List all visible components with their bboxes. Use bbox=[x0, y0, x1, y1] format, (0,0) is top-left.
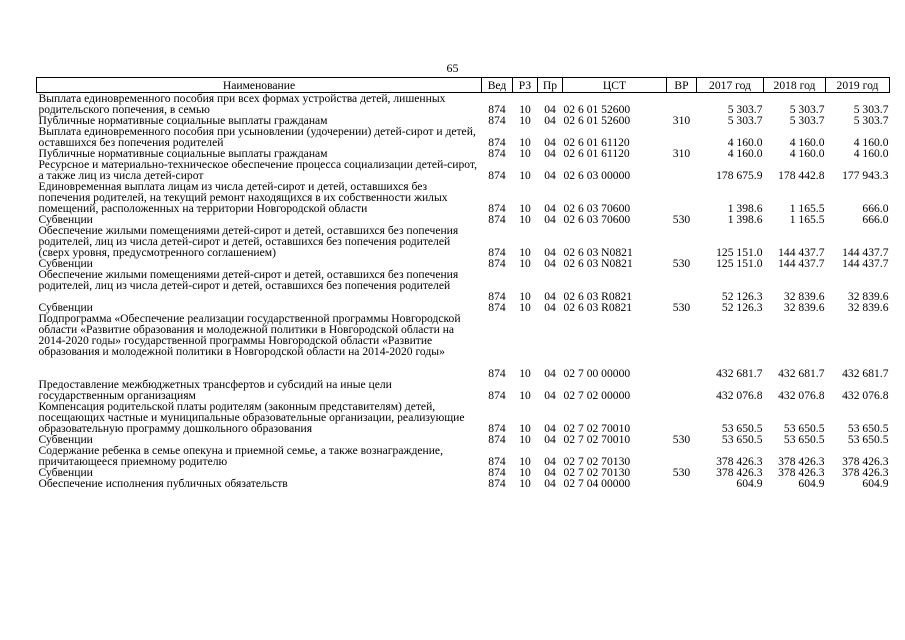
row-ved: 874 bbox=[488, 103, 506, 116]
row-vr: 530 bbox=[672, 466, 691, 479]
row-name: Обеспечение исполнения публичных обязательств bbox=[38, 477, 288, 490]
row-name: Субвенции bbox=[38, 466, 93, 479]
row-cst: 02 6 03 00000 bbox=[563, 169, 631, 182]
row-name: Выплата единовременного пособия при всех формах устройства детей, лишенных родительского попечения, в семью bbox=[38, 92, 446, 116]
row-name: Компенсация родительской платы родителям (законным представителям) детей, посещающих частные и муниципальные образовательные организации, реализующие образовательную программу дошкольного образования bbox=[38, 400, 465, 435]
row-pr: 04 bbox=[544, 477, 556, 490]
row-rz: 10 bbox=[519, 367, 531, 380]
row-ved: 874 bbox=[488, 301, 506, 314]
row-2017: 378 426.3 bbox=[716, 466, 763, 479]
row-2019: 32 839.6 bbox=[847, 290, 889, 303]
table-row bbox=[37, 313, 890, 379]
table-body bbox=[37, 93, 890, 490]
row-2018: 378 426.3 bbox=[778, 455, 825, 468]
row-2017: 125 151.0 bbox=[716, 246, 763, 259]
table-header bbox=[37, 78, 890, 93]
row-name: Субвенции bbox=[38, 301, 93, 314]
row-vr bbox=[667, 126, 697, 148]
row-name: Публичные нормативные социальные выплаты гражданам bbox=[38, 147, 328, 160]
row-name: Субвенции bbox=[38, 257, 93, 270]
row-pr: 04 bbox=[544, 202, 556, 215]
row-pr: 04 bbox=[544, 147, 556, 160]
row-2018: 4 160.0 bbox=[789, 147, 825, 160]
row-pr: 04 bbox=[544, 169, 556, 182]
row-2017: 53 650.5 bbox=[721, 422, 763, 435]
row-ved: 874 bbox=[488, 455, 506, 468]
row-vr: 310 bbox=[672, 114, 691, 127]
row-rz: 10 bbox=[519, 114, 531, 127]
row-cst: 02 7 02 70130 bbox=[563, 455, 631, 468]
row-2019: 432 681.7 bbox=[842, 367, 889, 380]
row-rz: 10 bbox=[519, 136, 531, 149]
row-ved: 874 bbox=[488, 169, 506, 182]
row-name: Ресурсное и материально-техническое обеспечение процесса социализации детей-сирот, а также лиц из числа детей-сирот bbox=[38, 158, 478, 182]
row-ved: 874 bbox=[488, 290, 506, 303]
row-cst: 02 6 01 61120 bbox=[563, 136, 630, 149]
row-pr: 04 bbox=[544, 367, 556, 380]
row-name: Содержание ребенка в семье опекуна и приемной семье, а также вознаграждение, причитающееся приемному родителю bbox=[38, 444, 443, 468]
row-2018: 32 839.6 bbox=[783, 290, 825, 303]
row-rz: 10 bbox=[519, 290, 531, 303]
row-2018: 53 650.5 bbox=[783, 422, 825, 435]
row-pr: 04 bbox=[544, 114, 556, 127]
row-2019: 53 650.5 bbox=[847, 422, 889, 435]
row-cst: 02 6 01 52600 bbox=[563, 114, 631, 127]
table-row bbox=[37, 445, 890, 467]
row-pr: 04 bbox=[544, 136, 556, 149]
row-rz: 10 bbox=[519, 246, 531, 259]
row-pr: 04 bbox=[544, 301, 556, 314]
row-rz: 10 bbox=[519, 389, 531, 402]
table-row bbox=[37, 379, 890, 401]
row-vr: 530 bbox=[672, 301, 691, 314]
row-ved: 874 bbox=[488, 477, 506, 490]
row-cst: 02 7 00 00000 bbox=[563, 367, 631, 380]
row-2019: 666.0 bbox=[862, 213, 889, 226]
row-2019: 144 437.7 bbox=[842, 257, 889, 270]
header-2019: 2019 год bbox=[826, 78, 890, 93]
row-2018: 432 076.8 bbox=[778, 389, 825, 402]
row-2018: 144 437.7 bbox=[778, 257, 825, 270]
row-name: Единовременная выплата лицам из числа детей-сирот и детей, оставшихся без попечения родителей, на текущий ремонт находящихся в их собственности жилых помещений, расположенных на территории Новгородской области bbox=[38, 180, 448, 215]
row-name: Подпрограмма «Обеспечение реализации государственной программы Новгородской области «Развитие образования и молодежной политики в Новгородской области на 2014-2020 годы» государственной программы Новгородской области «Развитие образования и молодежной политики в Новгородской области на 2014-2020 годы» bbox=[38, 312, 461, 358]
row-name: Субвенции bbox=[38, 433, 93, 446]
row-2018: 144 437.7 bbox=[778, 246, 825, 259]
row-2017: 1 398.6 bbox=[727, 213, 763, 226]
row-vr: 530 bbox=[672, 257, 691, 270]
row-2017: 53 650.5 bbox=[721, 433, 763, 446]
row-2019: 177 943.3 bbox=[842, 169, 889, 182]
row-rz: 10 bbox=[519, 169, 531, 182]
row-2019: 53 650.5 bbox=[847, 433, 889, 446]
row-rz: 10 bbox=[519, 433, 531, 446]
row-2019: 5 303.7 bbox=[853, 114, 889, 127]
row-2019: 378 426.3 bbox=[842, 466, 889, 479]
row-cst: 02 7 04 00000 bbox=[563, 477, 631, 490]
budget-table bbox=[36, 77, 890, 489]
row-ved: 874 bbox=[488, 389, 506, 402]
row-pr: 04 bbox=[544, 213, 556, 226]
row-cst: 02 7 02 00000 bbox=[563, 389, 631, 402]
row-rz: 10 bbox=[519, 301, 531, 314]
row-vr bbox=[667, 401, 697, 434]
row-2018: 378 426.3 bbox=[778, 466, 825, 479]
row-ved: 874 bbox=[488, 433, 506, 446]
row-name: Обеспечение жилыми помещениями детей-сирот и детей, оставшихся без попечения родителей, лиц из числа детей-сирот и детей, оставшихся без попечения родителей bbox=[38, 268, 459, 292]
row-pr: 04 bbox=[544, 455, 556, 468]
row-vr bbox=[667, 269, 697, 302]
row-2017: 4 160.0 bbox=[727, 147, 763, 160]
row-2017: 5 303.7 bbox=[727, 114, 763, 127]
row-vr bbox=[667, 159, 697, 181]
row-2017: 432 076.8 bbox=[716, 389, 763, 402]
row-2017: 125 151.0 bbox=[716, 257, 763, 270]
row-rz: 10 bbox=[519, 257, 531, 270]
row-ved: 874 bbox=[488, 422, 506, 435]
row-name: Предоставление межбюджетных трансфертов и субсидий на иные цели государственным организациям bbox=[38, 378, 392, 402]
row-2017: 604.9 bbox=[736, 477, 763, 490]
row-rz: 10 bbox=[519, 147, 531, 160]
row-vr bbox=[667, 445, 697, 467]
table-row bbox=[37, 269, 890, 302]
table-row bbox=[37, 478, 890, 489]
row-2018: 32 839.6 bbox=[783, 301, 825, 314]
row-vr bbox=[667, 313, 697, 379]
row-rz: 10 bbox=[519, 466, 531, 479]
row-name: Субвенции bbox=[38, 213, 93, 226]
row-pr: 04 bbox=[544, 103, 556, 116]
row-cst: 02 6 01 52600 bbox=[563, 103, 631, 116]
row-2017: 1 398.6 bbox=[727, 202, 763, 215]
row-2019: 378 426.3 bbox=[842, 455, 889, 468]
row-2018: 432 681.7 bbox=[778, 367, 825, 380]
header-vr: ВР bbox=[667, 78, 697, 93]
row-2019: 144 437.7 bbox=[842, 246, 889, 259]
row-2018: 5 303.7 bbox=[789, 103, 825, 116]
header-2017: 2017 год bbox=[697, 78, 764, 93]
row-2019: 32 839.6 bbox=[847, 301, 889, 314]
row-rz: 10 bbox=[519, 213, 531, 226]
row-rz: 10 bbox=[519, 455, 531, 468]
row-vr bbox=[667, 93, 697, 116]
row-name: Публичные нормативные социальные выплаты гражданам bbox=[38, 114, 328, 127]
header-ved: Вед bbox=[482, 78, 513, 93]
row-vr: 530 bbox=[672, 213, 691, 226]
row-vr: 310 bbox=[672, 147, 691, 160]
row-2019: 4 160.0 bbox=[853, 136, 889, 149]
row-2019: 604.9 bbox=[862, 477, 889, 490]
row-2017: 378 426.3 bbox=[716, 455, 763, 468]
row-rz: 10 bbox=[519, 103, 531, 116]
row-cst: 02 6 03 N0821 bbox=[563, 246, 633, 259]
row-2019: 5 303.7 bbox=[853, 103, 889, 116]
row-2017: 52 126.3 bbox=[721, 290, 763, 303]
row-2019: 4 160.0 bbox=[853, 147, 889, 160]
row-pr: 04 bbox=[544, 466, 556, 479]
row-ved: 874 bbox=[488, 246, 506, 259]
row-name: Обеспечение жилыми помещениями детей-сирот и детей, оставшихся без попечения родителей, лиц из числа детей-сирот и детей, оставшихся без попечения родителей (сверх уровня, предусмотренного соглашением) bbox=[38, 224, 459, 259]
header-2018: 2018 год bbox=[764, 78, 826, 93]
row-name: Выплата единовременного пособия при усыновлении (удочерении) детей-сирот и детей, оставшихся без попечения родителей bbox=[38, 125, 476, 149]
table-row bbox=[37, 181, 890, 214]
row-2019: 432 076.8 bbox=[842, 389, 889, 402]
row-2018: 604.9 bbox=[798, 477, 825, 490]
row-cst: 02 7 02 70010 bbox=[563, 433, 631, 446]
row-2018: 1 165.5 bbox=[789, 213, 825, 226]
row-2017: 178 675.9 bbox=[716, 169, 763, 182]
row-2018: 178 442.8 bbox=[778, 169, 825, 182]
row-cst: 02 6 03 R0821 bbox=[563, 301, 633, 314]
row-cst: 02 6 03 R0821 bbox=[563, 290, 633, 303]
row-cst: 02 6 03 70600 bbox=[563, 202, 631, 215]
row-ved: 874 bbox=[488, 367, 506, 380]
row-cst: 02 7 02 70010 bbox=[563, 422, 631, 435]
row-ved: 874 bbox=[488, 257, 506, 270]
row-pr: 04 bbox=[544, 290, 556, 303]
row-pr: 04 bbox=[544, 246, 556, 259]
row-cst: 02 7 02 70130 bbox=[563, 466, 631, 479]
header-pr: Пр bbox=[538, 78, 563, 93]
row-rz: 10 bbox=[519, 202, 531, 215]
row-2017: 52 126.3 bbox=[721, 301, 763, 314]
table-row bbox=[37, 93, 890, 116]
row-rz: 10 bbox=[519, 422, 531, 435]
row-vr bbox=[667, 225, 697, 258]
table-row bbox=[37, 225, 890, 258]
table-row bbox=[37, 159, 890, 181]
row-2017: 432 681.7 bbox=[716, 367, 763, 380]
header-cst: ЦСТ bbox=[563, 78, 667, 93]
row-vr bbox=[667, 478, 697, 489]
row-2018: 4 160.0 bbox=[789, 136, 825, 149]
row-vr: 530 bbox=[672, 433, 691, 446]
row-ved: 874 bbox=[488, 202, 506, 215]
row-cst: 02 6 01 61120 bbox=[563, 147, 630, 160]
row-ved: 874 bbox=[488, 466, 506, 479]
row-2018: 53 650.5 bbox=[783, 433, 825, 446]
row-2017: 4 160.0 bbox=[727, 136, 763, 149]
row-cst: 02 6 03 N0821 bbox=[563, 257, 633, 270]
row-rz: 10 bbox=[519, 477, 531, 490]
table-row bbox=[37, 401, 890, 434]
row-2018: 5 303.7 bbox=[789, 114, 825, 127]
row-ved: 874 bbox=[488, 147, 506, 160]
table-row bbox=[37, 126, 890, 148]
header-rz: РЗ bbox=[513, 78, 538, 93]
row-cst: 02 6 03 70600 bbox=[563, 213, 631, 226]
row-pr: 04 bbox=[544, 422, 556, 435]
row-pr: 04 bbox=[544, 433, 556, 446]
row-pr: 04 bbox=[544, 257, 556, 270]
row-ved: 874 bbox=[488, 114, 506, 127]
page-number: 65 bbox=[446, 61, 459, 75]
row-vr bbox=[667, 379, 697, 401]
row-vr bbox=[667, 181, 697, 214]
row-2019: 666.0 bbox=[862, 202, 889, 215]
row-ved: 874 bbox=[488, 136, 506, 149]
header-name: Наименование bbox=[37, 78, 482, 93]
row-ved: 874 bbox=[488, 213, 506, 226]
row-2017: 5 303.7 bbox=[727, 103, 763, 116]
row-2018: 1 165.5 bbox=[789, 202, 825, 215]
row-pr: 04 bbox=[544, 389, 556, 402]
